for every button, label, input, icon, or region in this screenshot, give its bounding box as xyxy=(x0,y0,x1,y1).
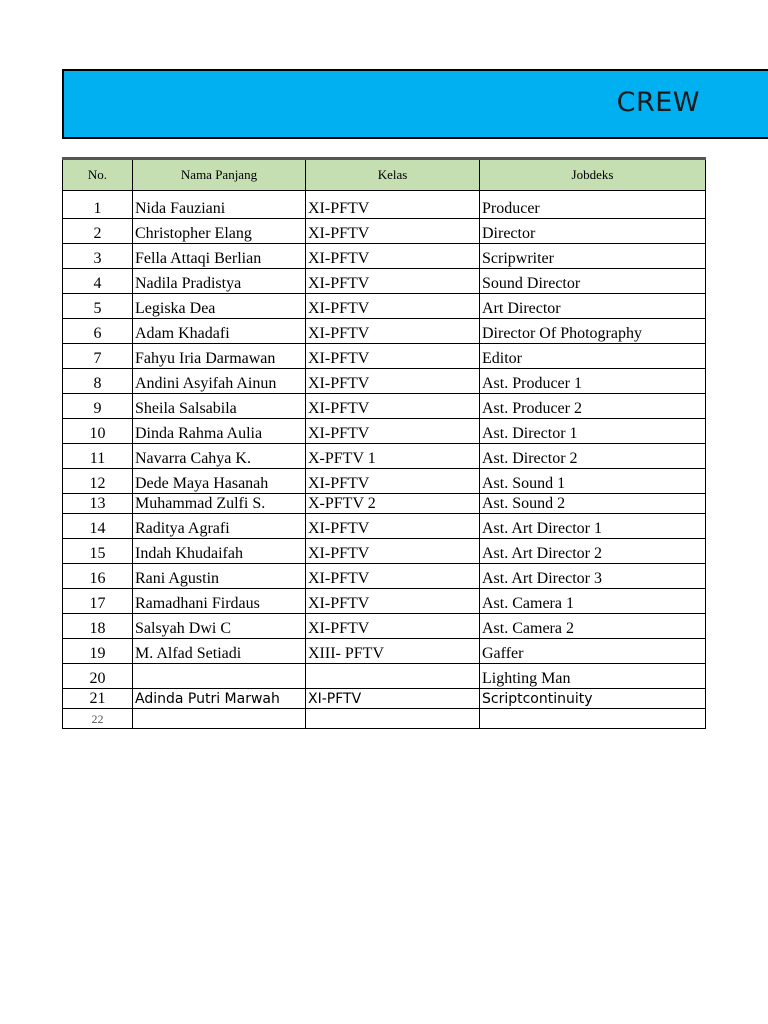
crew-name: M. Alfad Setiadi xyxy=(133,639,306,664)
crew-name: Nadila Pradistya xyxy=(133,269,306,294)
row-number: 11 xyxy=(63,444,133,469)
crew-kelas: XI-PFTV xyxy=(306,319,480,344)
crew-kelas: XI-PFTV xyxy=(306,564,480,589)
row-number: 7 xyxy=(63,344,133,369)
crew-name: Fella Attaqi Berlian xyxy=(133,244,306,269)
crew-kelas: XI-PFTV xyxy=(306,344,480,369)
crew-kelas: XI-PFTV xyxy=(306,539,480,564)
crew-jobdesk: Gaffer xyxy=(480,639,706,664)
crew-kelas: XI-PFTV xyxy=(306,191,480,219)
row-number: 18 xyxy=(63,614,133,639)
table-row xyxy=(63,564,706,589)
table-row xyxy=(63,319,706,344)
crew-name: Legiska Dea xyxy=(133,294,306,319)
crew-kelas: XI-PFTV xyxy=(306,294,480,319)
crew-name: Navarra Cahya K. xyxy=(133,444,306,469)
column-header-no: No. xyxy=(63,159,133,191)
crew-jobdesk: Sound Director xyxy=(480,269,706,294)
row-number: 1 xyxy=(63,191,133,219)
crew-jobdesk: Scriptcontinuity xyxy=(480,689,706,709)
crew-name: Dede Maya Hasanah xyxy=(133,469,306,494)
table-row xyxy=(63,664,706,689)
table-row xyxy=(63,244,706,269)
column-header-kelas: Kelas xyxy=(306,159,480,191)
row-number: 4 xyxy=(63,269,133,294)
crew-name: Raditya Agrafi xyxy=(133,514,306,539)
crew-jobdesk: Scripwriter xyxy=(480,244,706,269)
crew-jobdesk xyxy=(480,709,706,729)
crew-jobdesk: Director Of Photography xyxy=(480,319,706,344)
table-row xyxy=(63,689,706,709)
table-row xyxy=(63,494,706,514)
crew-jobdesk: Producer xyxy=(480,191,706,219)
table-row xyxy=(63,269,706,294)
crew-name: Indah Khudaifah xyxy=(133,539,306,564)
crew-name: Salsyah Dwi C xyxy=(133,614,306,639)
crew-kelas: XI-PFTV xyxy=(306,419,480,444)
table-row xyxy=(63,344,706,369)
table-row xyxy=(63,369,706,394)
table-row xyxy=(63,294,706,319)
row-number: 21 xyxy=(63,689,133,709)
table-row xyxy=(63,469,706,494)
crew-name: Adam Khadafi xyxy=(133,319,306,344)
crew-name: Muhammad Zulfi S. xyxy=(133,494,306,514)
row-number: 8 xyxy=(63,369,133,394)
crew-name: Andini Asyifah Ainun xyxy=(133,369,306,394)
table-row xyxy=(63,191,706,219)
crew-kelas xyxy=(306,664,480,689)
crew-kelas: XI-PFTV xyxy=(306,394,480,419)
row-number: 13 xyxy=(63,494,133,514)
table-header-row xyxy=(63,159,706,191)
crew-name: Christopher Elang xyxy=(133,219,306,244)
row-number: 22 xyxy=(63,709,133,729)
table-row xyxy=(63,589,706,614)
crew-jobdesk: Lighting Man xyxy=(480,664,706,689)
crew-kelas: XI-PFTV xyxy=(306,269,480,294)
table-row xyxy=(63,539,706,564)
table-row xyxy=(63,444,706,469)
crew-jobdesk: Ast. Camera 1 xyxy=(480,589,706,614)
crew-kelas: XI-PFTV xyxy=(306,244,480,269)
table-row xyxy=(63,514,706,539)
crew-kelas xyxy=(306,709,480,729)
title-banner xyxy=(62,69,768,139)
crew-name: Adinda Putri Marwah xyxy=(133,689,306,709)
crew-kelas: XI-PFTV xyxy=(306,614,480,639)
crew-kelas: X-PFTV 1 xyxy=(306,444,480,469)
row-number: 2 xyxy=(63,219,133,244)
crew-kelas: XI-PFTV xyxy=(306,589,480,614)
crew-jobdesk: Ast. Art Director 3 xyxy=(480,564,706,589)
crew-jobdesk: Ast. Sound 1 xyxy=(480,469,706,494)
crew-kelas: X-PFTV 2 xyxy=(306,494,480,514)
row-number: 3 xyxy=(63,244,133,269)
column-header-nama-panjang: Nama Panjang xyxy=(133,159,306,191)
crew-jobdesk: Ast. Director 1 xyxy=(480,419,706,444)
crew-jobdesk: Ast. Art Director 1 xyxy=(480,514,706,539)
table-row xyxy=(63,419,706,444)
crew-jobdesk: Director xyxy=(480,219,706,244)
table-row xyxy=(63,709,706,729)
crew-jobdesk: Ast. Art Director 2 xyxy=(480,539,706,564)
crew-kelas: XI-PFTV xyxy=(306,689,480,709)
page-title: CREW xyxy=(616,87,700,118)
row-number: 15 xyxy=(63,539,133,564)
crew-name: Ramadhani Firdaus xyxy=(133,589,306,614)
crew-jobdesk: Ast. Producer 2 xyxy=(480,394,706,419)
table-row xyxy=(63,614,706,639)
table-row xyxy=(63,219,706,244)
row-number: 16 xyxy=(63,564,133,589)
crew-name: Fahyu Iria Darmawan xyxy=(133,344,306,369)
crew-jobdesk: Ast. Sound 2 xyxy=(480,494,706,514)
row-number: 10 xyxy=(63,419,133,444)
crew-name: Nida Fauziani xyxy=(133,191,306,219)
crew-jobdesk: Ast. Director 2 xyxy=(480,444,706,469)
row-number: 14 xyxy=(63,514,133,539)
row-number: 17 xyxy=(63,589,133,614)
crew-kelas: XI-PFTV xyxy=(306,369,480,394)
row-number: 9 xyxy=(63,394,133,419)
column-header-jobdeks: Jobdeks xyxy=(480,159,706,191)
crew-name: Dinda Rahma Aulia xyxy=(133,419,306,444)
crew-name: Sheila Salsabila xyxy=(133,394,306,419)
crew-name: Rani Agustin xyxy=(133,564,306,589)
crew-jobdesk: Art Director xyxy=(480,294,706,319)
table-row xyxy=(63,394,706,419)
crew-name xyxy=(133,664,306,689)
crew-name xyxy=(133,709,306,729)
row-number: 20 xyxy=(63,664,133,689)
row-number: 6 xyxy=(63,319,133,344)
crew-jobdesk: Ast. Camera 2 xyxy=(480,614,706,639)
crew-kelas: XIII- PFTV xyxy=(306,639,480,664)
crew-kelas: XI-PFTV xyxy=(306,514,480,539)
crew-jobdesk: Editor xyxy=(480,344,706,369)
crew-table xyxy=(62,157,706,729)
crew-jobdesk: Ast. Producer 1 xyxy=(480,369,706,394)
row-number: 19 xyxy=(63,639,133,664)
table-row xyxy=(63,639,706,664)
row-number: 5 xyxy=(63,294,133,319)
row-number: 12 xyxy=(63,469,133,494)
crew-kelas: XI-PFTV xyxy=(306,219,480,244)
crew-kelas: XI-PFTV xyxy=(306,469,480,494)
